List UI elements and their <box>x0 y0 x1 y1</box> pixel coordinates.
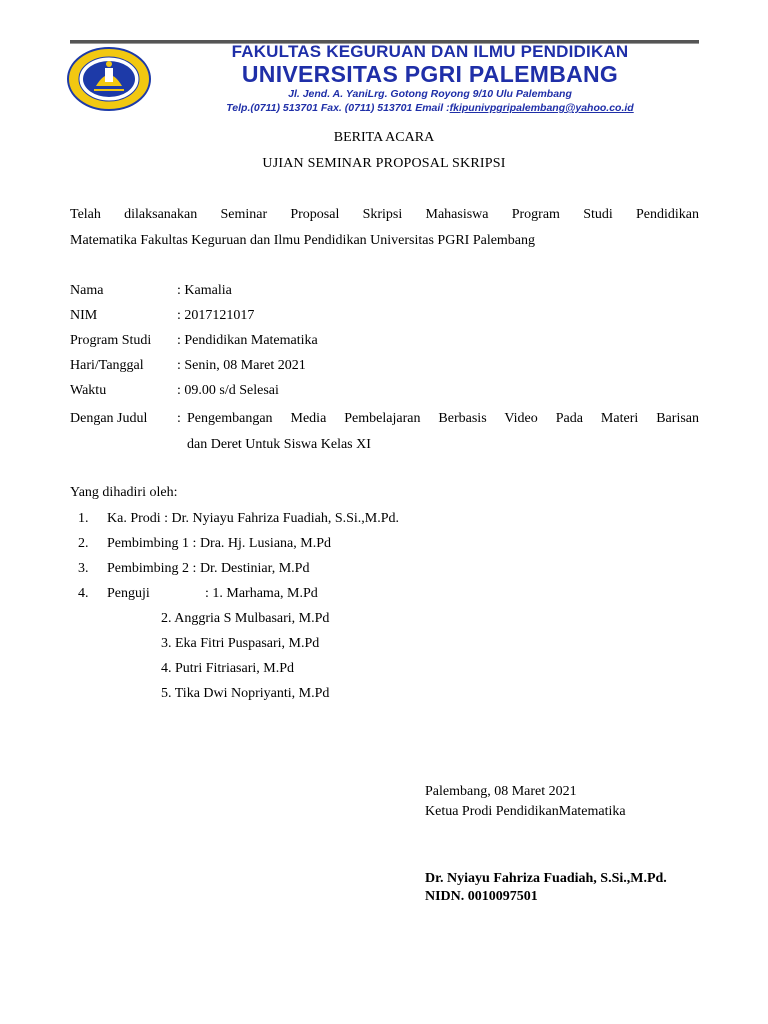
field-value: : Pendidikan Matematika <box>177 333 318 348</box>
item-number: 4. <box>78 586 89 601</box>
university-address: Jl. Jend. A. YaniLrg. Gotong Royong 9/10 Ulu Palembang <box>288 88 572 100</box>
item-text: Pembimbing 1 : Dra. Hj. Lusiana, M.Pd <box>107 536 331 551</box>
item-number: 3. <box>78 561 89 576</box>
item-text: Pembimbing 2 : Dr. Destiniar, M.Pd <box>107 561 310 576</box>
examiner-item: 3. Eka Fitri Puspasari, M.Pd <box>161 636 320 651</box>
signature-name: Dr. Nyiayu Fahriza Fuadiah, S.Si.,M.Pd. <box>425 871 667 886</box>
item-number: 2. <box>78 536 89 551</box>
item-text: Ka. Prodi : Dr. Nyiayu Fahriza Fuadiah, S.Si.,M.Pd. <box>107 511 400 526</box>
signature-place-date: Palembang, 08 Maret 2021 <box>425 784 577 799</box>
field-value: : 2017121017 <box>177 308 255 323</box>
phone-fax: Telp.(0711) 513701 Fax. (0711) 513701 Email : <box>226 102 450 114</box>
field-label: Hari/Tanggal <box>70 358 144 373</box>
field-label: Nama <box>70 283 104 298</box>
signature-position: Ketua Prodi PendidikanMatematika <box>425 804 626 819</box>
intro-line-1: Telah dilaksanakan Seminar Proposal Skripsi Mahasiswa Program Studi Pendidikan <box>70 207 699 222</box>
university-seal-logo <box>66 46 152 112</box>
field-label: Dengan Judul <box>70 411 148 426</box>
field-value: : Kamalia <box>177 283 232 298</box>
university-name: UNIVERSITAS PGRI PALEMBANG <box>241 61 619 87</box>
judul-line-2: dan Deret Untuk Siswa Kelas XI <box>187 437 371 452</box>
document-subtitle: UJIAN SEMINAR PROPOSAL SKRIPSI <box>262 156 506 171</box>
contact-line <box>160 102 700 114</box>
judul-line-1: Pengembangan Media Pembelajaran Berbasis Video Pada Materi Barisan <box>187 411 699 426</box>
item-number: 1. <box>78 511 89 526</box>
field-label: Waktu <box>70 383 107 398</box>
item-extra: : 1. Marhama, M.Pd <box>205 586 318 601</box>
field-value: : 09.00 s/d Selesai <box>177 383 279 398</box>
item-text: Penguji <box>107 586 150 601</box>
examiner-item: 2. Anggria S Mulbasari, M.Pd <box>161 611 330 626</box>
document-title: BERITA ACARA <box>333 130 435 145</box>
examiner-item: 4. Putri Fitriasari, M.Pd <box>161 661 295 676</box>
attendance-heading: Yang dihadiri oleh: <box>70 485 178 500</box>
examiner-item: 5. Tika Dwi Nopriyanti, M.Pd <box>161 686 330 701</box>
field-colon: : <box>177 411 181 426</box>
field-label: Program Studi <box>70 333 152 348</box>
field-label: NIM <box>70 308 98 323</box>
faculty-name: FAKULTAS KEGURUAN DAN ILMU PENDIDIKAN <box>231 42 629 61</box>
intro-line-2: Matematika Fakultas Keguruan dan Ilmu Pendidikan Universitas PGRI Palembang <box>70 233 536 248</box>
email-link[interactable]: fkipunivpgripalembang@yahoo.co.id <box>449 102 634 114</box>
field-value: : Senin, 08 Maret 2021 <box>177 358 306 373</box>
intro-paragraph <box>70 202 699 254</box>
signature-nidn: NIDN. 0010097501 <box>425 889 538 904</box>
